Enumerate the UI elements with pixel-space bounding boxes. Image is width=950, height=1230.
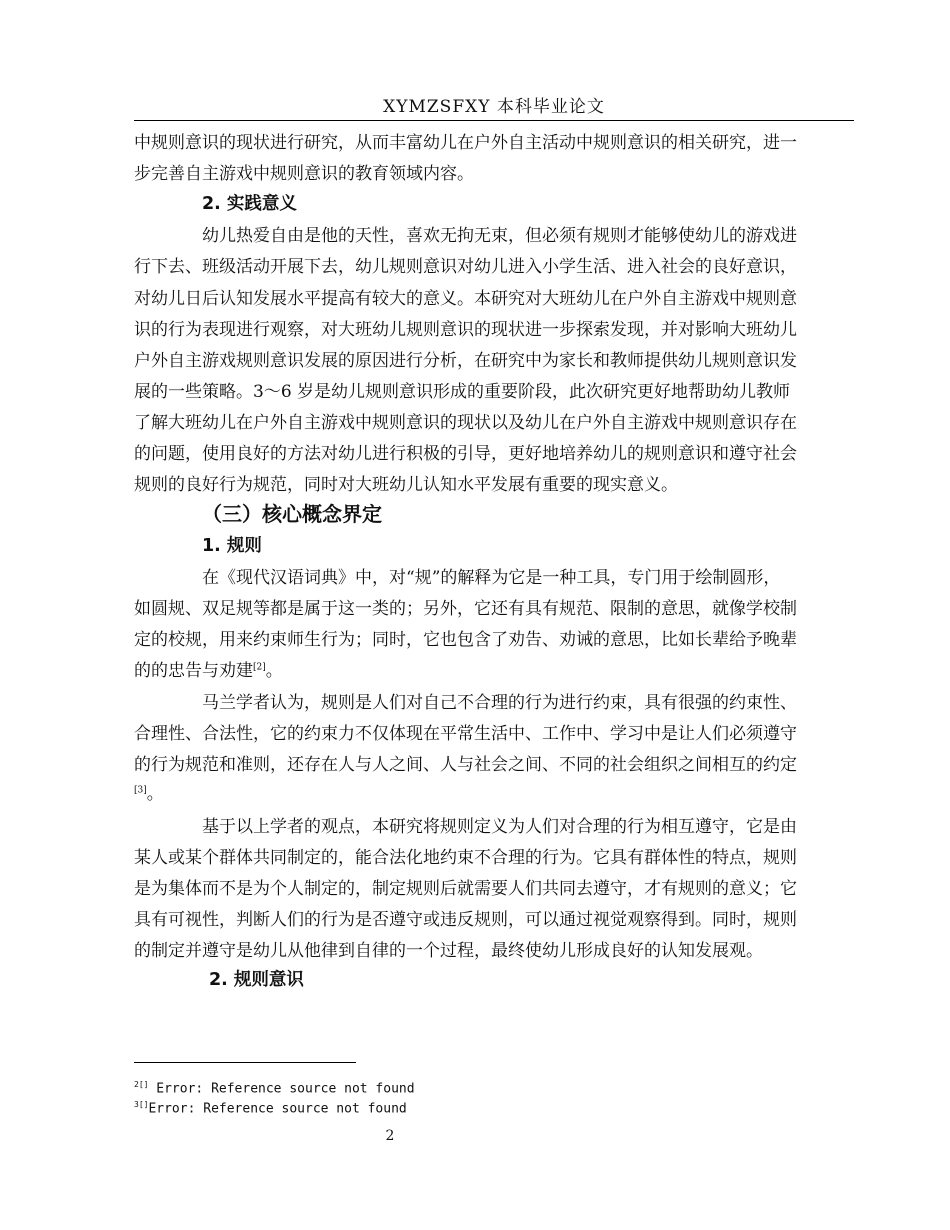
subsection-heading-rule-awareness: 2. 规则意识 bbox=[209, 970, 304, 990]
subsection-heading-practical-significance: 2. 实践意义 bbox=[202, 194, 297, 214]
body-line: 合理性、合法性，它的约束力不仅体现在平常生活中、工作中、学习中是让人们必须遵守 bbox=[134, 724, 797, 744]
body-line: 户外自主游戏规则意识发展的原因进行分析，在研究中为家长和教师提供幼儿规则意识发 bbox=[134, 351, 797, 371]
header-divider bbox=[134, 120, 854, 121]
body-line: 规则的良好行为规范，同时对大班幼儿认知水平发展有重要的现实意义。 bbox=[134, 475, 678, 495]
body-line: 马兰学者认为，规则是人们对自己不合理的行为进行约束，具有很强的约束性、 bbox=[202, 693, 797, 713]
footnote-divider bbox=[134, 1062, 356, 1063]
body-line: 的行为规范和准则，还存在人与人之间、人与社会之间、不同的社会组织之间相互的约定 bbox=[134, 755, 797, 775]
footnote bbox=[134, 1080, 415, 1096]
body-line: 展的一些策略。3～6 岁是幼儿规则意识形成的重要阶段，此次研究更好地帮助幼儿教师 bbox=[134, 382, 791, 402]
body-line: 对幼儿日后认知发展水平提高有较大的意义。本研究对大班幼儿在户外自主游戏中规则意 bbox=[134, 289, 797, 309]
page-number: 2 bbox=[385, 1128, 395, 1144]
body-line: 某人或某个群体共同制定的，能合法化地约束不合理的行为。它具有群体性的特点，规则 bbox=[134, 848, 797, 868]
section-heading-core-concepts: （三）核心概念界定 bbox=[202, 502, 382, 526]
body-line: 如圆规、双足规等都是属于这一类的；另外，它还有具有规范、限制的意思，就像学校制 bbox=[134, 599, 797, 619]
body-line: 识的行为表现进行观察，对大班幼儿规则意识的现状进一步探索发现，并对影响大班幼儿 bbox=[134, 320, 797, 340]
body-line: 了解大班幼儿在户外自主游戏中规则意识的现状以及幼儿在户外自主游戏中规则意识存在 bbox=[134, 413, 797, 433]
citation-mark: [3] bbox=[134, 785, 147, 796]
footnote-mark: 3[] bbox=[134, 1100, 149, 1109]
body-line: 的问题，使用良好的方法对幼儿进行积极的引导，更好地培养幼儿的规则意识和遵守社会 bbox=[134, 444, 797, 464]
body-line: 中规则意识的现状进行研究，从而丰富幼儿在户外自主活动中规则意识的相关研究，进一 bbox=[134, 133, 797, 153]
citation-text: 的的忠告与劝建 bbox=[134, 661, 253, 681]
body-line: 基于以上学者的观点，本研究将规则定义为人们对合理的行为相互遵守，它是由 bbox=[202, 817, 797, 837]
footnote-text: Error: Reference source not found bbox=[148, 1101, 407, 1117]
body-line: 步完善自主游戏中规则意识的教育领域内容。 bbox=[134, 164, 474, 184]
body-line-with-citation bbox=[134, 779, 858, 804]
footnote-text: Error: Reference source not found bbox=[148, 1081, 415, 1097]
citation-mark: [2] bbox=[253, 662, 266, 673]
body-line: 具有可视性，判断人们的行为是否遵守或违反规则，可以通过视觉观察得到。同时，规则 bbox=[134, 910, 797, 930]
body-line: 是为集体而不是为个人制定的，制定规则后就需要人们共同去遵守，才有规则的意义；它 bbox=[134, 879, 797, 899]
body-line: 定的校规，用来约束师生行为；同时，它也包含了劝告、劝诫的意思，比如长辈给予晚辈 bbox=[134, 630, 797, 650]
page-header-title: XYMZSFXY 本科毕业论文 bbox=[383, 97, 605, 117]
footnote-mark: 2[] bbox=[134, 1080, 149, 1089]
citation-punct: 。 bbox=[265, 661, 283, 681]
body-line: 行下去、班级活动开展下去，幼儿规则意识对幼儿进入小学生活、进入社会的良好意识， bbox=[134, 257, 797, 277]
footnote bbox=[134, 1100, 407, 1116]
body-line: 的制定并遵守是幼儿从他律到自律的一个过程，最终使幼儿形成良好的认知发展观。 bbox=[134, 941, 763, 961]
citation-punct: 。 bbox=[146, 784, 164, 804]
body-line-with-citation bbox=[134, 656, 858, 681]
subsection-heading-rules: 1. 规则 bbox=[202, 536, 262, 556]
body-line: 幼儿热爱自由是他的天性，喜欢无拘无束，但必须有规则才能够使幼儿的游戏进 bbox=[202, 226, 797, 246]
body-line: 在《现代汉语词典》中，对“规”的解释为它是一种工具，专门用于绘制圆形， bbox=[202, 568, 781, 588]
